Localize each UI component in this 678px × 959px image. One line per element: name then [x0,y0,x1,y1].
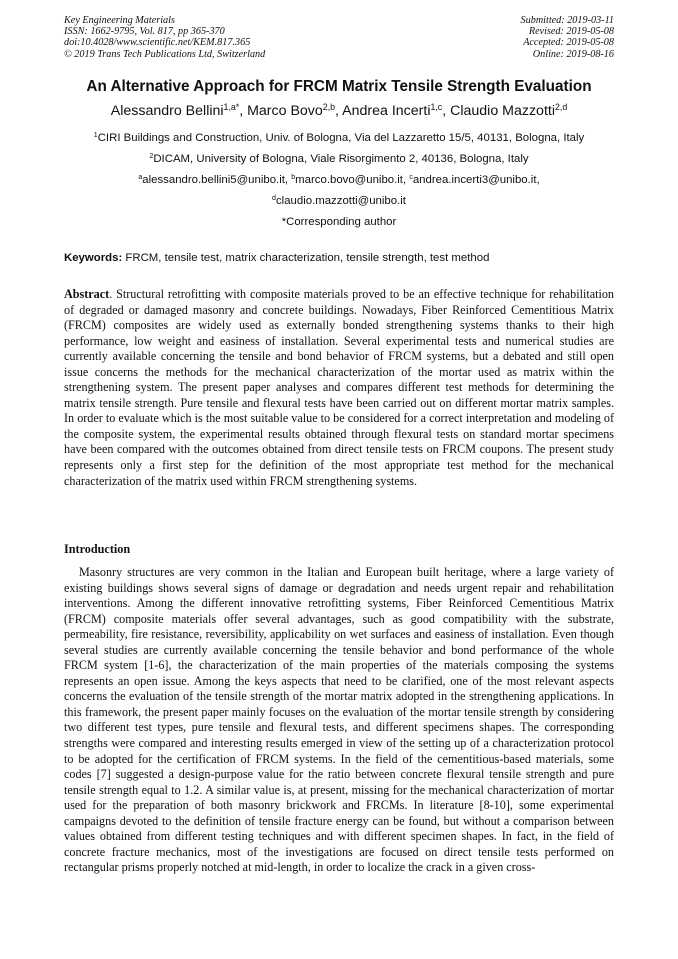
email-link: andrea.incerti3@unibo.it, [412,174,540,186]
author-name: Alessandro Bellini [110,103,224,119]
journal-name: Key Engineering Materials [64,15,175,26]
abstract [64,287,614,489]
corresponding-author: *Corresponding author [281,216,397,228]
author-name: Andrea Incerti [342,103,431,119]
journal-info [64,15,265,60]
date-online: Online: 2019-08-16 [532,48,614,60]
author-sup: 1,c [430,102,443,113]
paper-title: An Alternative Approach for FRCM Matrix Tensile Strength Evaluation [86,78,592,95]
email-link: claudio.mazzotti@unibo.it [275,195,406,207]
abstract-text: . Structural retrofitting with composite materials proved to be an effective technique for rehabilitation of degraded or damaged masonry and concrete buildings. Nowadays, Fiber Reinforced Cementitious Matrix (FRCM) composites are widely used as externally bonded strengthening systems thanks to their high performance, low weight and easiness of installation. Several experimental tests and numerical studies are currently available concerning the tensile and bond behavior of FRCM systems, but a debated and still open issue concerns the methods for the mechanical characterization of the mortar used as matrix within the strengthening system. The present paper analyses and compares different test methods for determining the matrix tensile strength. Pure tensile and flexural tests have been carried out on different mortar matrix samples. In order to evaluate which is the most suitable value to be considered for a correct interpretation and modeling of the composite system, the experimental results obtained through flexural tests on standard mortar specimens have been compared with the outcomes obtained from direct tensile tests on FRCM coupons. The present study represents only a first step for the definition of the most appropriate test method for the mechanical characterization of the matrix used within FRCM strengthening systems. [64,287,614,488]
author-name: Claudio Mazzotti [450,103,555,119]
author-emails: $^a$alessandro.bellini5@unibo.it, $^b$marco.bovo@unibo.it, $^c$andrea.incerti3@unibo.it, [138,174,540,186]
author-sup: 1,a* [223,102,240,113]
section-heading: Introduction [64,542,131,556]
keywords-label: Keywords: [64,252,123,264]
email-link: marco.bovo@unibo.it, [295,174,410,186]
author-name: Marco Bovo [247,103,323,119]
author-sup: 2,b [322,102,336,113]
affiliation-2: $^2$DICAM, University of Bologna, Viale Risorgimento 2, 40136, Bologna, Italy [149,153,529,165]
publication-dates [521,15,614,60]
affiliation-1: $^1$CIRI Buildings and Construction, Univ. of Bologna, Via del Lazzaretto 15/5, 40131, Bologna, Italy [93,132,585,144]
email-link: alessandro.bellini5@unibo.it, [142,174,292,186]
journal-doi: doi:10.4028/www.scientific.net/KEM.817.365 [64,37,251,49]
abstract-label: Abstract [64,287,110,301]
author-list: Alessandro Bellini$^{1,a*}$, Marco Bovo$^{2,b}$, Andrea Incerti$^{1,c}$, Claudio Mazzotti$^{2,d}$ [110,102,568,119]
journal-copyright: © 2019 Trans Tech Publications Ltd, Switzerland [64,48,266,60]
author-sup: 2,d [555,102,568,113]
journal-issn: ISSN: 1662-9795, Vol. 817, pp 365-370 [64,26,225,38]
keywords [64,252,489,264]
introduction-text: Masonry structures are very common in the Italian and European built heritage, where a large variety of existing buildings shows several signs of damage or degradation and needs urgent repair and rehabilitation interventions. Among the different innovative retrofitting systems, Fiber Reinforced Cementitious Matrix (FRCM) composite materials offer several advantages, such as good compatibility with the substrate, permeability, fire resistance, reversibility, applicability on wet surfaces and easiness of installation. Even though several studies are currently available concerning the tensile behavior and bond performance of the whole FRCM system [1-6], the characterization of the main properties of the materials composing the systems represents an open issue. Among the keys aspects that need to be clarified, one of the most relevant aspects concerns the evaluation of the tensile strength of the mortar matrix adopted in the strengthening applications. In this framework, the present paper mainly focuses on the evaluation of the mortar tensile strength by considering two different test types, pure tensile and flexural tests, and different specimens shapes. The corresponding strengths were compared and interesting results emerged in view of the setting up of a characterization protocol to be adopted for the certification of FRCM systems. In the field of the cementitious-based materials, some codes [7] suggested a design-purpose value for the ratio between concrete flexural tensile strength and pure tensile strength equal to 1.2. A similar value is, at present, missing for the mechanical characterization of mortar used for the preparation of both masonry brickwork and FRCMs. In literature [8-10], some experimental campaigns devoted to the definition of tensile fracture energy can be found, but without a comparison between values obtained from different testing techniques and with different specimen shapes. In fact, in the field of concrete fracture mechanics, most of the investigations are focused on direct tensile tests performed on rectangular prisms properly notched at mid-length, in order to localize the crack in a given cross- [64,565,614,875]
author-email-d: $^d$claudio.mazzotti@unibo.it [272,195,406,207]
date-accepted: Accepted: 2019-05-08 [523,37,614,49]
date-revised: Revised: 2019-05-08 [528,26,614,38]
date-submitted: Submitted: 2019-03-11 [520,15,614,26]
keywords-text: FRCM, tensile test, matrix characterization, tensile strength, test method [122,252,490,264]
